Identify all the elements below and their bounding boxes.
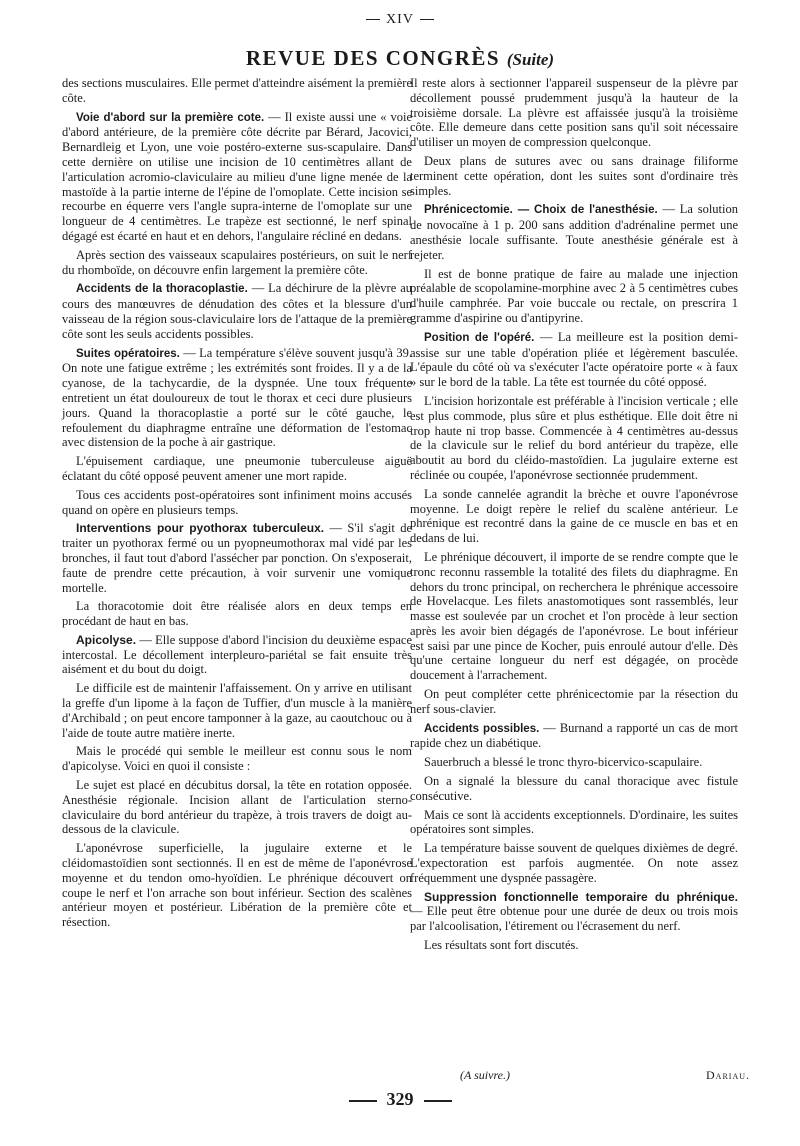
- section-heading: Accidents de la thoracoplastie.: [76, 283, 248, 296]
- paragraph: Suites opératoires. — La température s'élève souvent jusqu'à 39. On note une fatigue extrême ; les extrémités sont froides. Il y a de la cyanose, de la tachycardie, de la dyspnée. Une toux fréquente entretient un état douloureux de tout le thorax et ceci dure plusieurs jours. Quand la thoracoplastie a porté sur le côté gauche, le refoulement du diaphragme entraîne une déformation de l'estomac avec distension de la poche à air gastrique.: [62, 345, 412, 450]
- journal-subtitle: (Suite): [506, 50, 555, 69]
- paragraph: Voie d'abord sur la première cote. — Il existe aussi une « voie d'abord antérieure, de la première côte décrite par Bérard, Jacovici, Bernardleig et Lyon, une voie postéro-externe sus-scapulaire. Dans cette dernière on utilise une incision de 10 centimètres allant de l'articulation acromio-claviculaire au milieu d'une ligne menée de la mastoïde à la partie interne de l'épine de l'omoplate. Cette incision se recourbe en équerre vers l'angle supra-interne de l'omoplate sur une longueur de 4 centimètres. Le trapèze est sectionné, le nerf spinal dégagé est écarté en haut et en dehors, l'angulaire récliné en dedans.: [62, 109, 412, 243]
- paragraph: Il reste alors à sectionner l'appareil suspenseur de la plèvre par décollement poussé prudemment jusqu'à la hauteur de la troisième dorsale. La plèvre est affaissée jusqu'à la troisième côte. Elle demeure dans cette position sans qu'il soit nécessaire d'utiliser un moyen de compression quelconque.: [410, 76, 738, 150]
- paragraph: Suppression fonctionnelle temporaire du phrénique. — Elle peut être obtenue pour une durée de deux ou trois mois par l'alcoolisation, l'étirement ou l'écrasement du nerf.: [410, 889, 738, 934]
- paragraph: Le difficile est de maintenir l'affaissement. On y arrive en utilisant la greffe d'un lipome à la façon de Tuffier, d'un muscle à la manière d'Archibald ; on peut encore tamponner à la gaze, au caoutchouc ou à l'aide de toute autre matière inerte.: [62, 681, 412, 740]
- paragraph: Phrénicectomie. — Choix de l'anesthésie. — La solution de novocaïne à 1 p. 200 sans addition d'adrénaline permet une anesthésie locale suffisante. Toute anesthésie générale est à rejeter.: [410, 202, 738, 262]
- paragraph: Sauerbruch a blessé le tronc thyro-bicervico-scapulaire.: [424, 755, 703, 770]
- paragraph: L'épuisement cardiaque, une pneumonie tuberculeuse aiguë éclatant du côté opposé peuvent amener une mort rapide.: [62, 454, 412, 483]
- paragraph: La température baisse souvent de quelques dixièmes de degré. L'expectoration est parfois augmentée. On note assez fréquemment une dyspnée passagère.: [410, 841, 738, 885]
- paragraph: Le phrénique découvert, il importe de se rendre compte que le tronc reconnu rassemble la totalité des filets du diaphragme. En dehors du tronc principal, on recherchera le phrénique accessoire de Hovelacque. Les filets anastomotiques sont rassemblés, leur masse est soulevée par un crochet et l'on procède à leur section après les avoir bien dégagés de l'aponévrose. Le bout inférieur est saisi par une pince de Kocher, puis enroulé autour d'elle. Dès qu'une certaine longueur du nerf est dégagée, on procède doucement à l'arrachement.: [410, 549, 738, 683]
- journal-title: REVUE DES CONGRÈS: [245, 46, 501, 70]
- paragraph: La thoracotomie doit être réalisée alors en deux temps en procédant de haut en bas.: [62, 599, 412, 629]
- to-be-continued-note: (A suivre.): [460, 1068, 510, 1082]
- paragraph: On peut compléter cette phrénicectomie par la résection du nerf sous-clavier.: [410, 687, 738, 716]
- paragraph: Interventions pour pyothorax tuberculeux. — S'il s'agit de traiter un pyothorax fermé ou un pyopneumothorax mal vidé par les bronches, il faut tout d'abord l'assécher par ponction. On s'exposerait, faute de prendre cette précaution, à voir survenir une vomique mortelle.: [62, 521, 413, 595]
- section-heading: Voie d'abord sur la première cote.: [76, 111, 265, 124]
- paragraph: Accidents possibles. — Burnand a rapporté un cas de mort rapide chez un diabétique.: [410, 720, 739, 751]
- paragraph: des sections musculaires. Elle permet d'atteindre aisément la première côte.: [62, 76, 412, 105]
- paragraph: L'incision horizontale est préférable à l'incision verticale ; elle est plus commode, plus sûre et plus esthétique. Elle doit être ni trop haute ni trop basse. Commencée à 4 centimètres au-dessus de la clavicule sur le relief du bord antérieur du trapèze, elle aboutit au bord du cléido-mastoïdien. La jugulaire externe est réclinée ou coupée, l'aponévrose sectionnée prudemment.: [410, 393, 738, 482]
- paragraph: Apicolyse. — Elle suppose d'abord l'incision du deuxième espace intercostal. Le décollement interpleuro-pariétal se fait ensuite très aisément et du bout du doigt.: [62, 632, 412, 677]
- paragraph: Le sujet est placé en décubitus dorsal, la tête en rotation opposée. Anesthésie régionale. Incision allant de l'articulation sterno-claviculaire du bord antérieur du trapèze, à trois travers de doigt au-dessous de la clavicule.: [62, 778, 412, 837]
- page-header-roman-numeral: XIV: [0, 12, 800, 28]
- section-heading: Suppression fonctionnelle temporaire du phrénique.: [424, 889, 738, 904]
- paragraph: Position de l'opéré. — La meilleure est la position demi-assise sur une table d'opération pliée et légèrement basculée. L'épaule du côté où va s'exécuter l'acte opératoire porte « à faux » sur le bord de la table. La tête est tournée du côté opposé.: [410, 329, 738, 390]
- paragraph: Mais le procédé qui semble le meilleur est connu sous le nom d'apicolyse. Voici en quoi il consiste :: [62, 744, 412, 774]
- paragraph: On a signalé la blessure du canal thoracique avec fistule consécutive.: [410, 774, 738, 803]
- paragraph: L'aponévrose superficielle, la jugulaire externe et le cléidomastoïdien sont sectionnés. Il en est de même de l'aponévrose moyenne et du tendon omo-hyoïdien. Le phrénique découvert on coupe le nerf et l'on arrache son bout inférieur. Section des scalènes antérieur moyen et postérieur. Libération de la première côte et résection.: [62, 841, 412, 930]
- section-heading: Apicolyse.: [76, 632, 137, 647]
- paragraph: Deux plans de sutures avec ou sans drainage filiforme terminent cette opération, dont les suites sont d'ordinaire très simples.: [410, 153, 738, 198]
- section-heading: Position de l'opéré.: [424, 331, 535, 344]
- right-column: [410, 76, 738, 957]
- author-name: Dariau.: [706, 1068, 750, 1082]
- section-heading: Interventions pour pyothorax tuberculeux.: [76, 521, 325, 536]
- paragraph: Après section des vaisseaux scapulaires postérieurs, on suit le nerf du rhomboïde, on découvre enfin largement la première côte.: [62, 247, 412, 277]
- left-column: [62, 76, 412, 934]
- paragraph: Tous ces accidents post-opératoires sont infiniment moins accusés quand on opère en plusieurs temps.: [62, 487, 412, 517]
- page-header: [0, 46, 800, 71]
- page-number: 329: [0, 1089, 800, 1110]
- section-heading: Phrénicectomie. — Choix de l'anesthésie.: [424, 204, 658, 217]
- section-heading: Accidents possibles.: [424, 722, 540, 735]
- section-heading: Suites opératoires.: [76, 347, 180, 360]
- paragraph: Il est de bonne pratique de faire au malade une injection préalable de scopolamine-morphine avec 2 à 5 centimètres cubes d'huile camphrée. Par voie buccale ou rectale, on prescrira 1 gramme d'aspirine ou d'antipyrine.: [410, 266, 738, 325]
- article-signature: [420, 1068, 750, 1083]
- paragraph: Les résultats sont fort discutés.: [424, 938, 579, 953]
- paragraph: Mais ce sont là accidents exceptionnels. D'ordinaire, les suites opératoires sont simples.: [410, 807, 738, 837]
- paragraph: La sonde cannelée agrandit la brèche et ouvre l'aponévrose moyenne. Le doigt repère le relief du scalène antérieur. Le phrénique est recontré dans la gaine de ce muscle en bas et en dedans de lui.: [410, 486, 738, 546]
- paragraph: Accidents de la thoracoplastie. — La déchirure de la plèvre au cours des manœuvres de dénudation des côtes et la blessure d'un vaisseau de la région sous-claviculaire lors de l'attaque de la première côte sont les seuls accidents possibles.: [62, 281, 412, 341]
